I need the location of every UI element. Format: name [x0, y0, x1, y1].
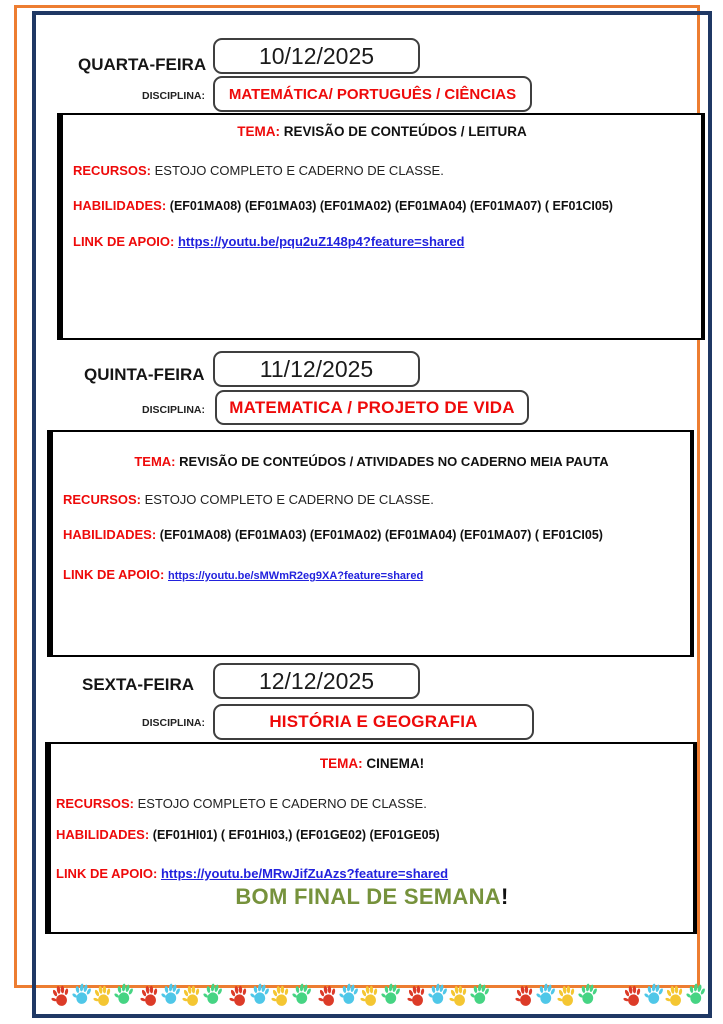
handprint-icon [380, 982, 403, 1008]
support-link[interactable]: https://youtu.be/sMWmR2eg9XA?feature=shared [167, 570, 424, 582]
handprint-icon [535, 982, 558, 1008]
handprint-icon [291, 982, 314, 1008]
tema-label: TEMA: [237, 124, 280, 139]
habilidades-row [73, 198, 691, 213]
handprint-icon [160, 982, 183, 1008]
habilidades-label: HABILIDADES: [73, 198, 167, 213]
support-link[interactable]: https://youtu.be/MRwJifZuAzs?feature=shared [160, 866, 449, 881]
handprint-icon [447, 984, 470, 1010]
handprint-icon [358, 984, 381, 1010]
handprint-icon [138, 984, 161, 1010]
handprint-icon [427, 982, 450, 1008]
handprint-row [50, 980, 698, 1008]
handprint-group [50, 985, 134, 1008]
habilidades-row [63, 527, 680, 542]
handprint-icon [577, 982, 600, 1008]
link-row [56, 866, 683, 881]
tema-row [73, 124, 691, 139]
weekend-message-text: BOM FINAL DE SEMANA [235, 884, 501, 909]
habilidades-label: HABILIDADES: [56, 827, 150, 842]
day-heading-sexta: SEXTA-FEIRA [82, 675, 195, 694]
recursos-label: RECURSOS: [56, 796, 135, 811]
handprint-icon [49, 984, 72, 1010]
handprint-icon [643, 982, 666, 1008]
handprint-icon [621, 984, 644, 1010]
disciplina-box-sexta [213, 704, 534, 740]
handprint-icon [555, 984, 578, 1010]
date-box-sexta [213, 663, 420, 699]
handprint-group [622, 985, 706, 1008]
handprint-icon [249, 982, 272, 1008]
tema-label: TEMA: [319, 756, 363, 771]
handprint-icon [338, 982, 361, 1008]
weekend-message-exclamation: ! [501, 884, 509, 909]
handprint-icon [316, 984, 339, 1010]
link-label: LINK DE APOIO: [63, 567, 165, 582]
handprint-icon [405, 984, 428, 1010]
handprint-icon [663, 984, 686, 1010]
day-heading-quarta: QUARTA-FEIRA [78, 55, 207, 74]
link-label: LINK DE APOIO: [73, 234, 175, 249]
recursos-label: RECURSOS: [63, 492, 142, 507]
handprint-icon [469, 982, 492, 1008]
handprint-icon [71, 982, 94, 1008]
habilidades-label: HABILIDADES: [63, 527, 157, 542]
tema-value: REVISÃO DE CONTEÚDOS / ATIVIDADES NO CADERNO MEIA PAUTA [179, 454, 609, 469]
recursos-row [56, 796, 683, 811]
handprint-group [406, 985, 490, 1008]
disciplina-value: MATEMATICA / PROJETO DE VIDA [229, 397, 515, 417]
disciplina-label: DISCIPLINA: [142, 90, 205, 102]
disciplina-value: MATEMÁTICA/ PORTUGUÊS / CIÊNCIAS [228, 85, 517, 103]
handprint-icon [269, 984, 292, 1010]
handprint-group [228, 985, 312, 1008]
handprint-icon [202, 982, 225, 1008]
link-row [63, 567, 680, 582]
recursos-value: ESTOJO COMPLETO E CADERNO DE CLASSE. [137, 796, 427, 811]
disciplina-box-quarta [213, 76, 532, 112]
handprint-group [317, 985, 401, 1008]
date-box-quarta [213, 38, 420, 74]
handprint-icon [91, 984, 114, 1010]
date-value: 11/12/2025 [259, 355, 374, 382]
link-label: LINK DE APOIO: [56, 866, 158, 881]
tema-value: REVISÃO DE CONTEÚDOS / LEITURA [283, 124, 527, 139]
recursos-value: ESTOJO COMPLETO E CADERNO DE CLASSE. [154, 163, 444, 178]
handprint-icon [685, 982, 708, 1008]
tema-row [63, 454, 680, 469]
content-box-sexta [45, 742, 697, 934]
content-box-quarta [57, 113, 705, 340]
handprint-icon [180, 984, 203, 1010]
habilidades-value: (EF01HI01) ( EF01HI03,) (EF01GE02) (EF01GE05) [152, 828, 440, 842]
weekend-message [51, 884, 693, 910]
recursos-label: RECURSOS: [73, 163, 152, 178]
recursos-row [73, 163, 691, 178]
habilidades-row [56, 827, 683, 842]
tema-label: TEMA: [134, 454, 176, 469]
date-value: 12/12/2025 [258, 667, 375, 694]
day-heading-quinta: QUINTA-FEIRA [84, 365, 205, 384]
disciplina-label: DISCIPLINA: [142, 717, 205, 729]
date-value: 10/12/2025 [258, 42, 375, 69]
habilidades-value: (EF01MA08) (EF01MA03) (EF01MA02) (EF01MA04) (EF01MA07) ( EF01CI05) [159, 528, 603, 542]
date-box-quinta [213, 351, 420, 387]
disciplina-value: HISTÓRIA E GEOGRAFIA [269, 712, 478, 731]
handprint-group [139, 985, 223, 1008]
tema-row [61, 756, 683, 771]
recursos-row [63, 492, 680, 507]
disciplina-label: DISCIPLINA: [142, 404, 205, 416]
handprint-icon [113, 982, 136, 1008]
handprint-icon [513, 984, 536, 1010]
disciplina-box-quinta [215, 390, 529, 425]
support-link[interactable]: https://youtu.be/pqu2uZ148p4?feature=shared [177, 234, 465, 249]
handprint-icon [227, 984, 250, 1010]
handprint-group [514, 985, 598, 1008]
tema-value: CINEMA! [366, 756, 425, 771]
recursos-value: ESTOJO COMPLETO E CADERNO DE CLASSE. [144, 492, 434, 507]
link-row [73, 234, 691, 249]
content-box-quinta [47, 430, 694, 657]
habilidades-value: (EF01MA08) (EF01MA03) (EF01MA02) (EF01MA04) (EF01MA07) ( EF01CI05) [169, 199, 613, 213]
